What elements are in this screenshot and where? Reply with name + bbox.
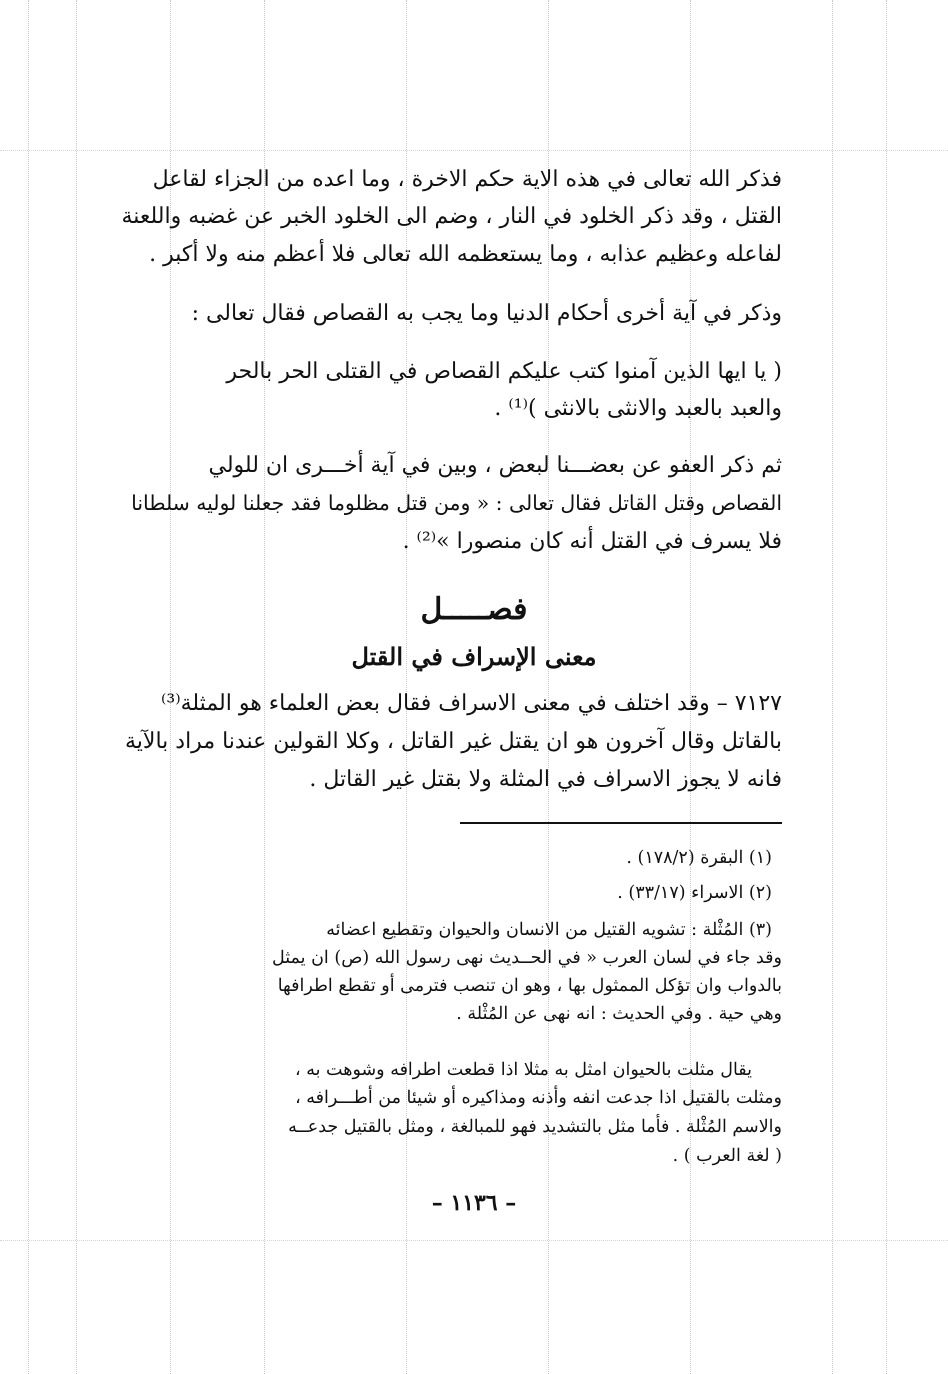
text-line: ٧١٢٧ – وقد اختلف في معنى الاسراف فقال بعض العلماء هو المثلة⁽³⁾ — [160, 691, 782, 716]
section-heading: فصـــــل — [420, 592, 528, 627]
text-line: فذكر الله تعالى في هذه الاية حكم الاخرة ، وما اعده من الجزاء لقاعل — [152, 167, 782, 192]
footnote-3: (٣) المُثْلة : تشويه القتيل من الانسان والحيوان وتقطيع اعضائه — [326, 920, 772, 940]
footnote-3-line: وقد جاء في لسان العرب « في الحــديث نهى رسول الله (ص) ان يمثل — [272, 948, 782, 968]
footnotes — [118, 846, 782, 1046]
paragraph-worldly-rulings — [118, 300, 782, 332]
footnote-quote-line: ( لغة العرب ) . — [672, 1146, 782, 1166]
text-line: فانه لا يجوز الاسراف في المثلة ولا بقتل غير القاتل . — [309, 767, 782, 792]
footnote-quote-line: والاسم المُثْلة . فأما مثل بالتشديد فهو للمبالغة ، ومثل بالقتيل جدعــه — [288, 1117, 782, 1137]
text-line: فلا يسرف في القتل أنه كان منصورا »⁽²⁾ . — [402, 529, 782, 554]
text-line: القصاص وقتل القاتل فقال تعالى : « ومن قتل مظلوما فقد جعلنا لوليه سلطانا — [131, 491, 782, 515]
text-line: ثم ذكر العفو عن بعضـــنا لبعض ، وبين في آية أخـــرى ان للولي — [208, 453, 782, 478]
footnote-separator — [460, 822, 782, 824]
text-line: والعبد بالعبد والانثى بالانثى )⁽¹⁾ . — [494, 396, 782, 421]
footnote-3-line: وهي حية . وفي الحديث : انه نهى عن المُثْلة . — [456, 1004, 782, 1024]
footnote-quote-line: يقال مثلت بالحيوان امثل به مثلا اذا قطعت اطرافه وشوهت به ، — [295, 1060, 752, 1080]
footnote-1: (١) البقرة (١٧٨/٢) . — [626, 848, 772, 868]
footnote-2: (٢) الاسراء (٣٣/١٧) . — [617, 883, 772, 903]
section-subheading: معنى الإسراف في القتل — [351, 642, 597, 671]
paragraph-verse-qisas — [118, 358, 782, 428]
text-line: وذكر في آية أخرى أحكام الدنيا وما يجب به القصاص فقال تعالى : — [191, 301, 782, 326]
footnote-quote — [118, 1058, 782, 1178]
text-line: القتل ، وقد ذكر الخلود في النار ، وضم الى الخلود الخبر عن غضبه واللعنة — [121, 204, 782, 229]
footnote-quote-line: ومثلت بالقتيل اذا جدعت انفه وأذنه ومذاكيره أو شيئا من أطـــرافه ، — [295, 1088, 782, 1108]
page-number: – ١١٣٦ – — [431, 1190, 517, 1216]
paragraph-forgiveness — [118, 452, 782, 562]
text-line: بالقاتل وقال آخرون هو ان يقتل غير القاتل ، وكلا القولين عندنا مراد بالآية — [124, 729, 782, 754]
paragraph-7127 — [118, 690, 782, 800]
text-line: ( يا ايها الذين آمنوا كتب عليكم القصاص في القتلى الحر بالحر — [226, 359, 782, 384]
text-line: لفاعله وعظيم عذابه ، وما يستعظمه الله تعالى فلا أعظم منه ولا أكبر . — [149, 242, 782, 267]
paragraph-judgment-hereafter — [118, 166, 782, 266]
footnote-3-line: بالدواب وان تؤكل الممثول بها ، وهو ان تنصب فترمى أو تقطع اطرافها — [277, 976, 782, 996]
